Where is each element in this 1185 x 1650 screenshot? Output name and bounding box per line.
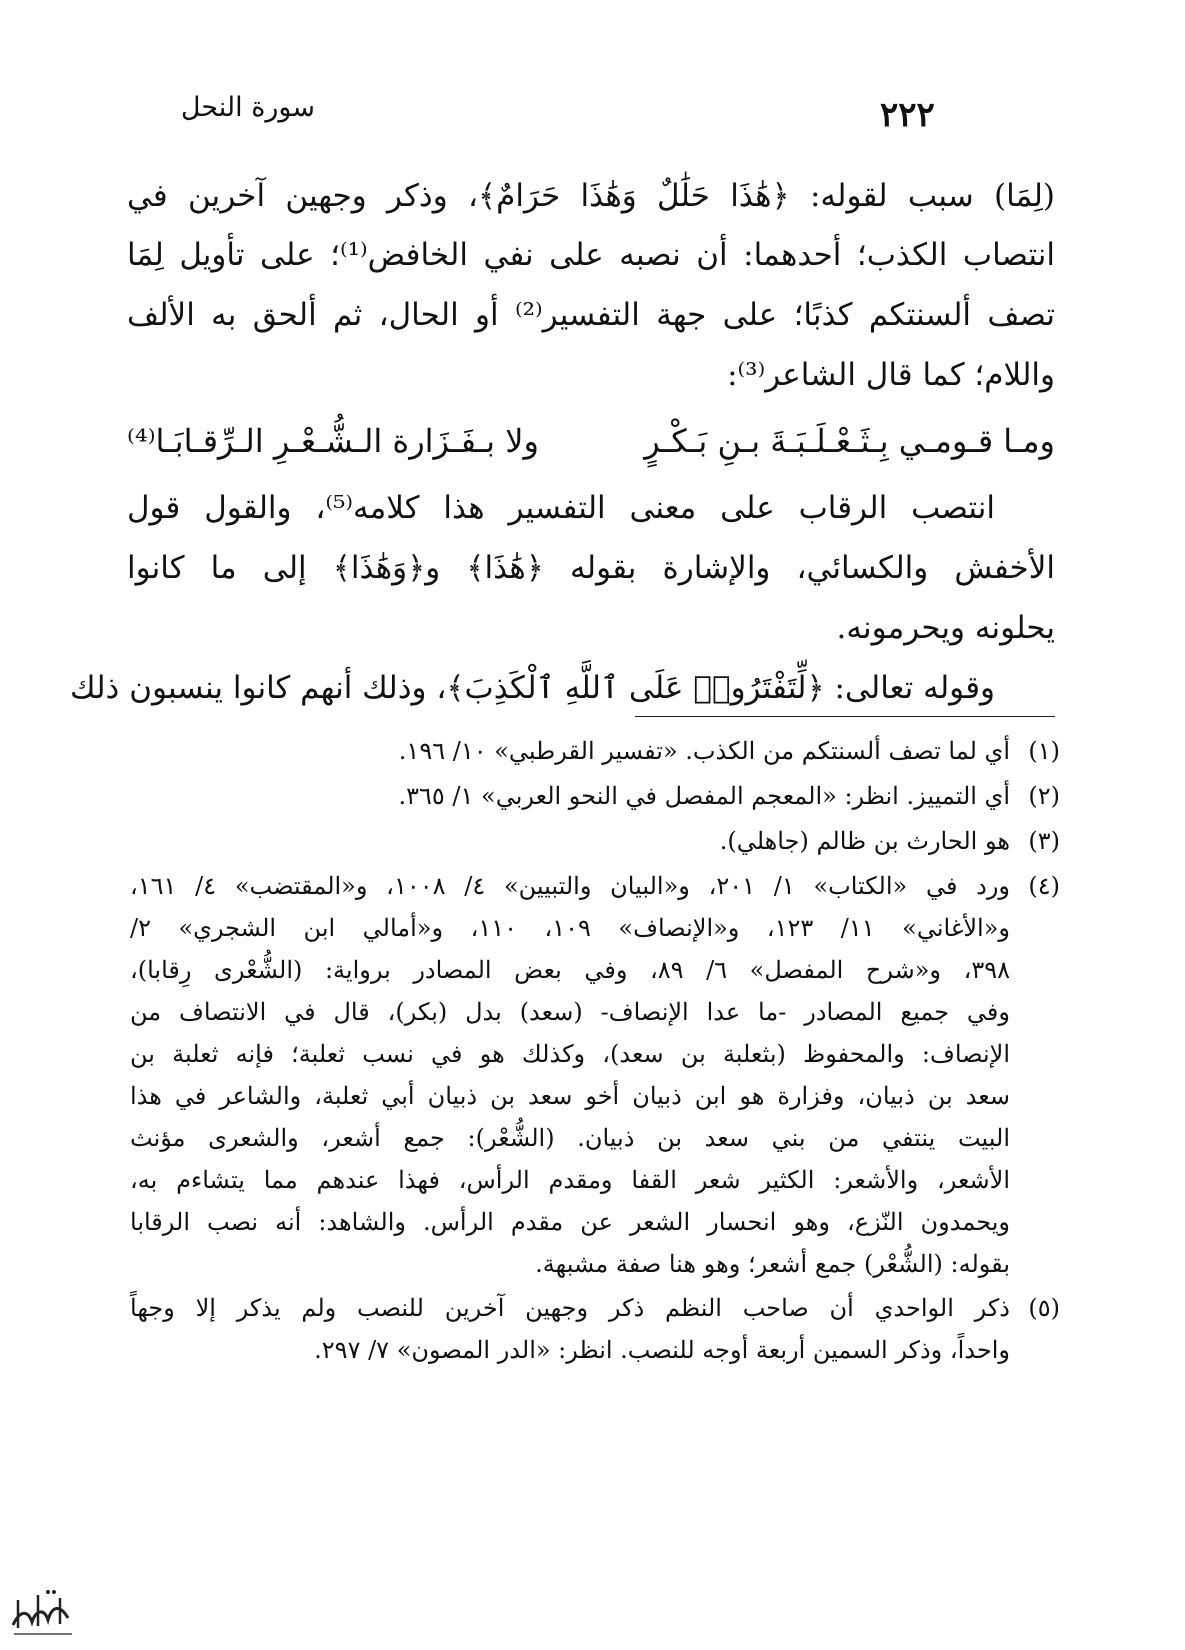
verse-second-hemistich: ولا بـفَـزَارة الـشُّـعْـرِ الـرِّقـابَـا⁽⁴⁾ <box>127 422 539 460</box>
footnote-number-1: (١) <box>1028 737 1060 765</box>
footnote-4-line: الأشعر، والأشعر: الكثير شعر القفا ومقدم الرأس، فهذا عندهم مما يتشاءم به، <box>130 1166 1010 1194</box>
footnote-3: هو الحارث بن ظالم (جاهلي). <box>719 827 1010 855</box>
footnote-4-line: ٣٩٨، و«شرح المفصل» ٦/ ٨٩، وفي بعض المصادر برواية: (الشُّعْرى رِقابا)، <box>130 956 1011 984</box>
library-watermark-logo <box>8 1580 78 1640</box>
body-line-3: تصف ألسنتكم كذبًا؛ على جهة التفسير⁽²⁾ أو الحال، ثم ألحق به الألف <box>127 297 1055 333</box>
footnote-number-5: (٥) <box>1028 1294 1060 1322</box>
footnote-2: أي التمييز. انظر: «المعجم المفصل في النحو العربي» ١/ ٣٦٥. <box>398 782 1010 810</box>
body-line-8: وقوله تعالى: ﴿لِّتَفْتَرُوا۟ عَلَى ٱللَّهِ ٱلْكَذِبَ﴾، وذلك أنهم كانوا ينسبون ذلك <box>69 670 995 706</box>
body-line-6: الأخفش والكسائي، والإشارة بقوله ﴿هَٰذَا﴾ و﴿وَهَٰذَا﴾ إلى ما كانوا <box>127 550 1055 586</box>
footnote-4-line: ورد في «الكتاب» ١/ ٢٠١، و«البيان والتبيين» ٤/ ١٠٠٨، و«المقتضب» ٤/ ١٦١، <box>130 872 1011 900</box>
footnote-4-line: وفي جميع المصادر -ما عدا الإنصاف- (سعد) بدل (بكر)، قال في الانتصاف من <box>130 998 1010 1026</box>
poetry-verse <box>127 420 1055 462</box>
footnote-number-3: (٣) <box>1028 827 1060 855</box>
footnote-5-line: ذكر الواحدي أن صاحب النظم ذكر وجهين آخرين للنصب ولم يذكر إلا وجهاً <box>130 1294 1010 1322</box>
footnote-number-2: (٢) <box>1028 782 1060 810</box>
footnote-4-line: البيت ينتفي من بني سعد بن ذبيان. (الشُّعْر): جمع أشعر، والشعرى مؤنث <box>130 1124 1010 1152</box>
footnote-4-line: الإنصاف: والمحفوظ (بثعلبة بن سعد)، وكذلك هو في نسب ثعلبة؛ فإنه ثعلبة بن <box>130 1040 1010 1068</box>
footnote-5-line: واحداً، وذكر السمين أربعة أوجه للنصب. انظر: «الدر المصون» ٧/ ٢٩٧. <box>314 1336 1010 1364</box>
footnote-separator <box>635 716 1055 717</box>
page-number: ٢٢٢ <box>880 95 935 135</box>
footnote-4-line: سعد بن ذبيان، وفزارة هو ابن ذبيان أخو سعد بن ذبيان أبي ثعلبة، والشاعر في هذا <box>130 1082 1010 1110</box>
body-line-7: يحلونه ويحرمونه. <box>836 610 1055 646</box>
body-line-5: انتصب الرقاب على معنى التفسير هذا كلامه⁽⁵⁾، والقول قول <box>127 490 995 526</box>
surah-title: سورة النحل <box>180 92 315 123</box>
verse-first-hemistich: ومـا قـومـي بِـثَـعْـلَـبَـةَ بـنِ بَـكْـرٍ <box>644 422 1055 460</box>
body-line-1: (لِمَا) سبب لقوله: ﴿هَٰذَا حَلَٰلٌ وَهَٰذَا حَرَامٌ﴾، وذكر وجهين آخرين في <box>127 178 1055 214</box>
body-line-4: واللام؛ كما قال الشاعر⁽³⁾: <box>727 357 1055 393</box>
footnote-1: أي لما تصف ألسنتكم من الكذب. «تفسير القرطبي» ١٠/ ١٩٦. <box>398 737 1010 765</box>
footnote-4-line: ويحمدون النّزع، وهو انحسار الشعر عن مقدم الرأس. والشاهد: أنه نصب الرقابا <box>130 1208 1010 1236</box>
footnote-number-4: (٤) <box>1028 872 1060 900</box>
footnote-4-line: و«الأغاني» ١١/ ١٢٣، و«الإنصاف» ١٠٩، ١١٠، و«أمالي ابن الشجري» ٢/ <box>130 914 1011 942</box>
body-line-2: انتصاب الكذب؛ أحدهما: أن نصبه على نفي الخافض⁽¹⁾؛ على تأويل لِمَا <box>127 237 1055 273</box>
footnote-4-line: بقوله: (الشُّعْر) جمع أشعر؛ وهو هنا صفة مشبهة. <box>535 1250 1010 1278</box>
